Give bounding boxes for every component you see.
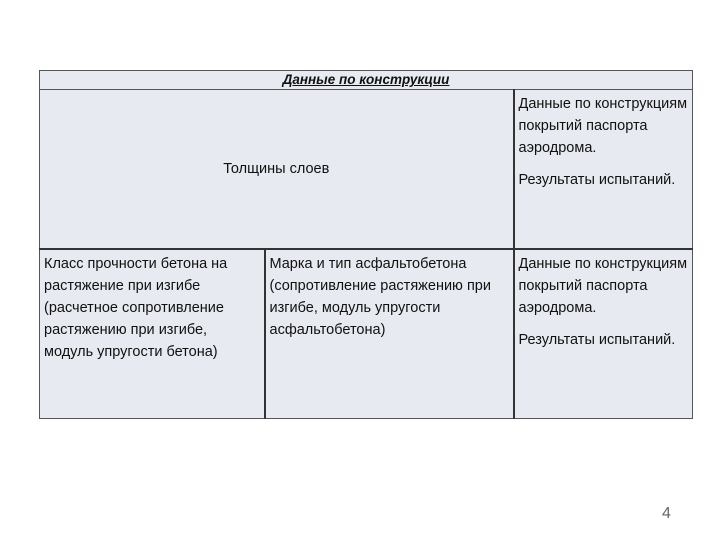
source-data-cell [514,90,693,250]
construction-data-table [39,70,693,419]
table-row [40,249,693,419]
source-paragraph: Данные по конструкциям покрытий паспорта аэродрома. [518,96,688,156]
table-header-row [40,71,693,90]
table-row [40,90,693,250]
concrete-class-cell: Класс прочности бетона на растяжение при изгибе (расчетное сопротивление растяжению при изгибе, модуль упругости бетона) [40,249,265,419]
table-header: Данные по конструкции [40,71,693,90]
source-paragraph: Результаты испытаний. [518,172,676,188]
source-paragraph: Данные по конструкциям покрытий паспорта аэродрома. [518,256,688,316]
asphalt-grade-cell: Марка и тип асфальтобетона (сопротивление растяжению при изгибе, модуль упругости асфальтобетона) [265,249,514,419]
page-number: 4 [662,505,671,522]
source-data-cell [514,249,693,419]
layer-thickness-cell: Толщины слоев [40,90,514,250]
source-paragraph: Результаты испытаний. [518,332,676,348]
